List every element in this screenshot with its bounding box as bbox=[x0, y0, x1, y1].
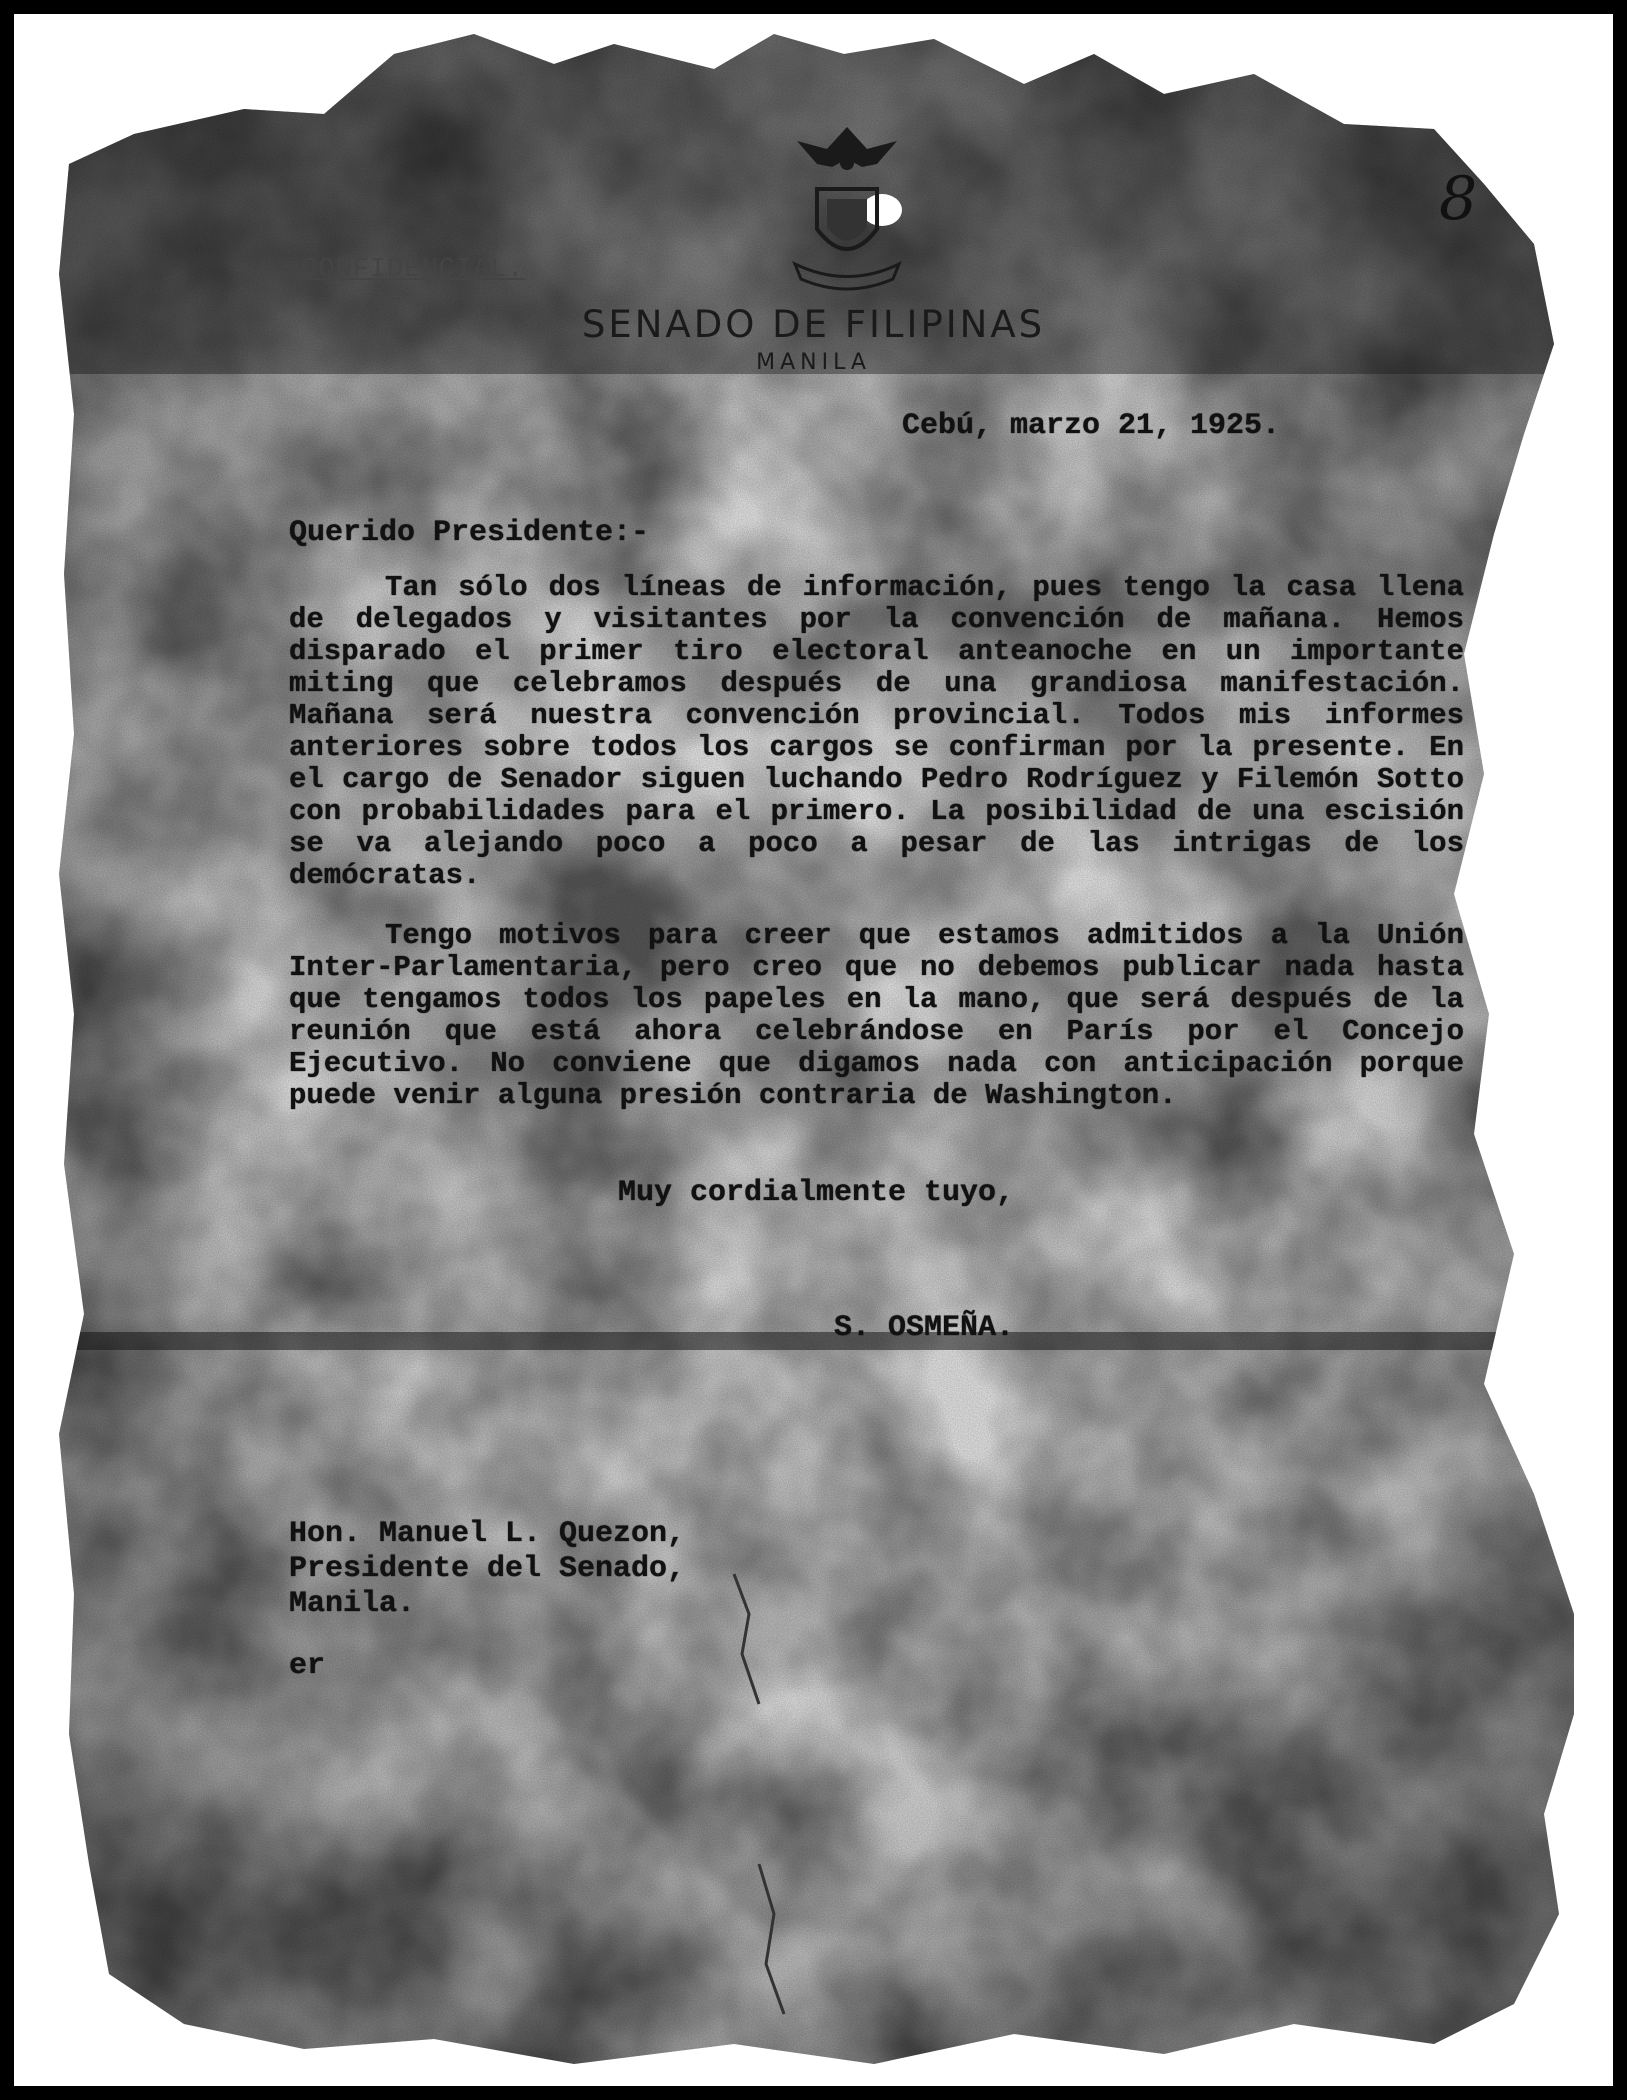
recipient-title: Presidente del Senado, bbox=[289, 1552, 686, 1586]
body-paragraph-2: Tengo motivos para creer que estamos admitidos a la Unión Inter-Parlamentaria, pero creo que no debemos publicar nada hasta que tengamos todos los papeles en la mano, que será después de la reunión que está ahora celebrándose en París por el Concejo Ejecutivo. No conviene que digamos nada con anticipación porque puede venir alguna presión contraria de Washington. bbox=[289, 919, 1464, 1112]
recipient-name: Hon. Manuel L. Quezon, bbox=[289, 1517, 686, 1551]
letter-date: Cebú, marzo 21, 1925. bbox=[902, 409, 1281, 443]
letterhead-title: SENADO DE FILIPINAS bbox=[581, 303, 1046, 346]
body-paragraph-1: Tan sólo dos líneas de información, pues tengo la casa llena de delegados y visitantes por la convención de mañana. Hemos disparado el primer tiro electoral anteanoche en un importante miting que celebramos después de una grandiosa manifestación. Mañana será nuestra convención provincial. Todos mis informes anteriores sobre todos los cargos se confirman por la presente. En el cargo de Senador siguen luchando Pedro Rodríguez y Filemón Sotto con probabilidades para el primero. La posibilidad de una escisión se va alejando poco a poco a pesar de las intrigas de los demócratas. bbox=[289, 571, 1464, 892]
salutation: Querido Presidente:- bbox=[289, 516, 650, 550]
typist-initials: er bbox=[289, 1649, 326, 1683]
signature: S. OSMEÑA. bbox=[834, 1311, 1015, 1345]
confidential-heading: CONFIDENCIAL. bbox=[301, 255, 525, 285]
letterhead-city: MANILA bbox=[756, 350, 871, 375]
margin-handwritten-mark: 8 bbox=[1439, 164, 1478, 234]
recipient-city: Manila. bbox=[289, 1587, 416, 1621]
senate-seal-emblem bbox=[787, 119, 907, 299]
closing: Muy cordialmente tuyo, bbox=[618, 1176, 1015, 1210]
document-frame bbox=[14, 14, 1613, 2086]
